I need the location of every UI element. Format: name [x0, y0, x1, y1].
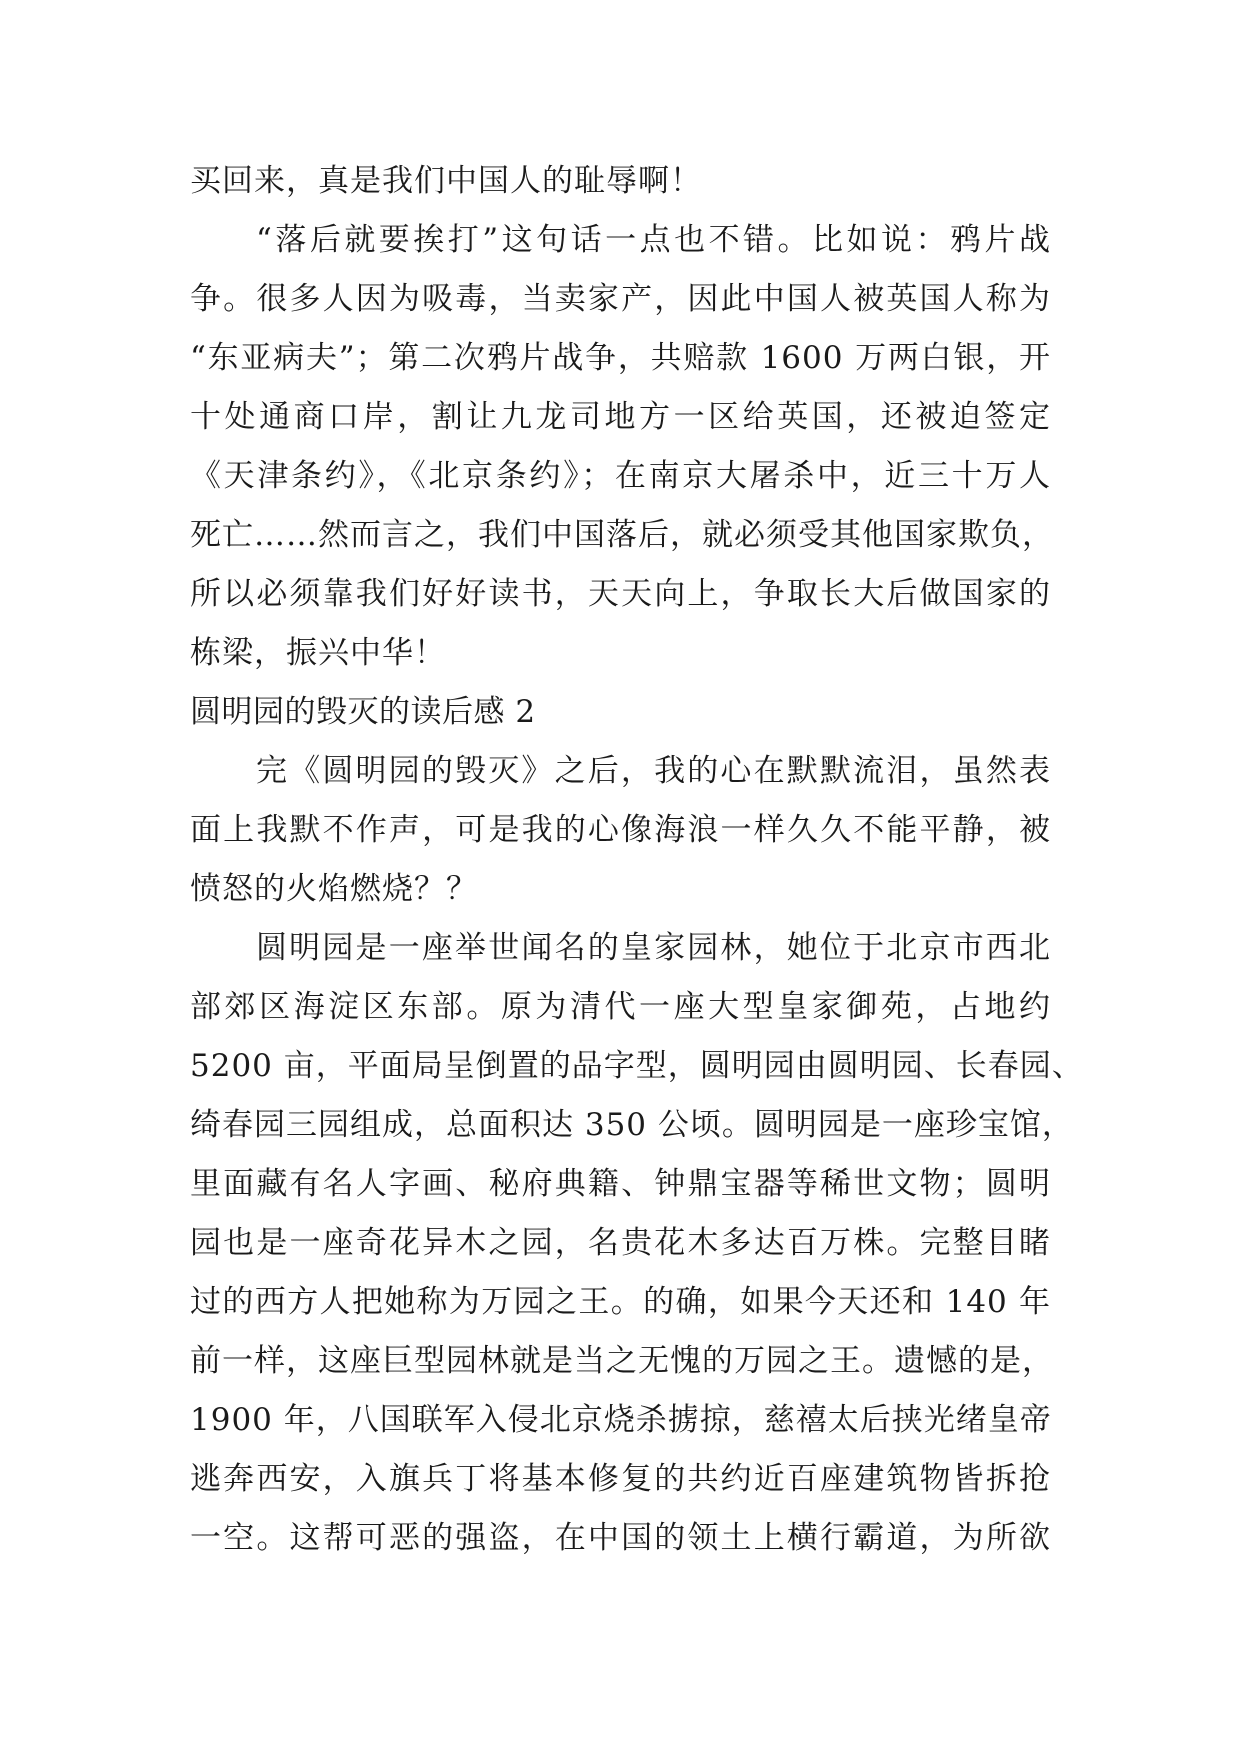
paragraph [190, 152, 1051, 211]
text-line: 绮春园三园组成，总面积达 350 公顷。圆明园是一座珍宝馆， [190, 1107, 1074, 1143]
text-line: 部郊区海淀区东部。原为清代一座大型皇家御苑，占地约 [190, 989, 1051, 1025]
text-line: 十处通商口岸，割让九龙司地方一区给英国，还被迫签定 [190, 399, 1051, 435]
text-line: 1900 年，八国联军入侵北京烧杀掳掠，慈禧太后挟光绪皇帝 [190, 1402, 1052, 1438]
paragraph [190, 742, 1051, 919]
text-line: 买回来，真是我们中国人的耻辱啊！ [190, 163, 702, 199]
text-line: 一空。这帮可恶的强盗，在中国的领土上横行霸道，为所欲 [190, 1520, 1051, 1556]
text-line: 圆明园是一座举世闻名的皇家园林，她位于北京市西北 [256, 930, 1051, 966]
text-line: 完《圆明园的毁灭》之后，我的心在默默流泪，虽然表 [256, 753, 1051, 789]
text-line: 所以必须靠我们好好读书，天天向上，争取长大后做国家的 [190, 576, 1051, 612]
text-line: 栋梁，振兴中华！ [190, 635, 446, 671]
heading-text: 圆明园的毁灭的读后感 2 [190, 694, 536, 730]
text-line: 死亡……然而言之，我们中国落后，就必须受其他国家欺负， [190, 517, 1054, 553]
text-line: 过的西方人把她称为万园之王。的确，如果今天还和 140 年 [190, 1284, 1051, 1320]
text-line: 愤怒的火焰燃烧？？ [190, 871, 478, 907]
document-body [190, 152, 1084, 1568]
text-line: 前一样，这座巨型园林就是当之无愧的万园之王。遗憾的是， [190, 1343, 1054, 1379]
text-line: “落后就要挨打”这句话一点也不错。比如说：鸦片战 [256, 222, 1051, 258]
text-line: 逃奔西安，入旗兵丁将基本修复的共约近百座建筑物皆拆抢 [190, 1461, 1051, 1497]
text-line: 5200 亩，平面局呈倒置的品字型，圆明园由圆明园、长春园、 [190, 1048, 1084, 1084]
text-line: 园也是一座奇花异木之园，名贵花木多达百万株。完整目睹 [190, 1225, 1051, 1261]
text-line: 《天津条约》，《北京条约》；在南京大屠杀中，近三十万人 [190, 458, 1051, 494]
text-line: “东亚病夫”；第二次鸦片战争，共赔款 1600 万两白银，开 [190, 340, 1051, 376]
text-line: 面上我默不作声，可是我的心像海浪一样久久不能平静，被 [190, 812, 1051, 848]
paragraph [190, 211, 1054, 683]
text-line: 争。很多人因为吸毒，当卖家产，因此中国人被英国人称为 [190, 281, 1051, 317]
paragraph [190, 919, 1084, 1568]
text-line: 里面藏有名人字画、秘府典籍、钟鼎宝器等稀世文物；圆明 [190, 1166, 1051, 1202]
section-heading [190, 683, 1051, 742]
